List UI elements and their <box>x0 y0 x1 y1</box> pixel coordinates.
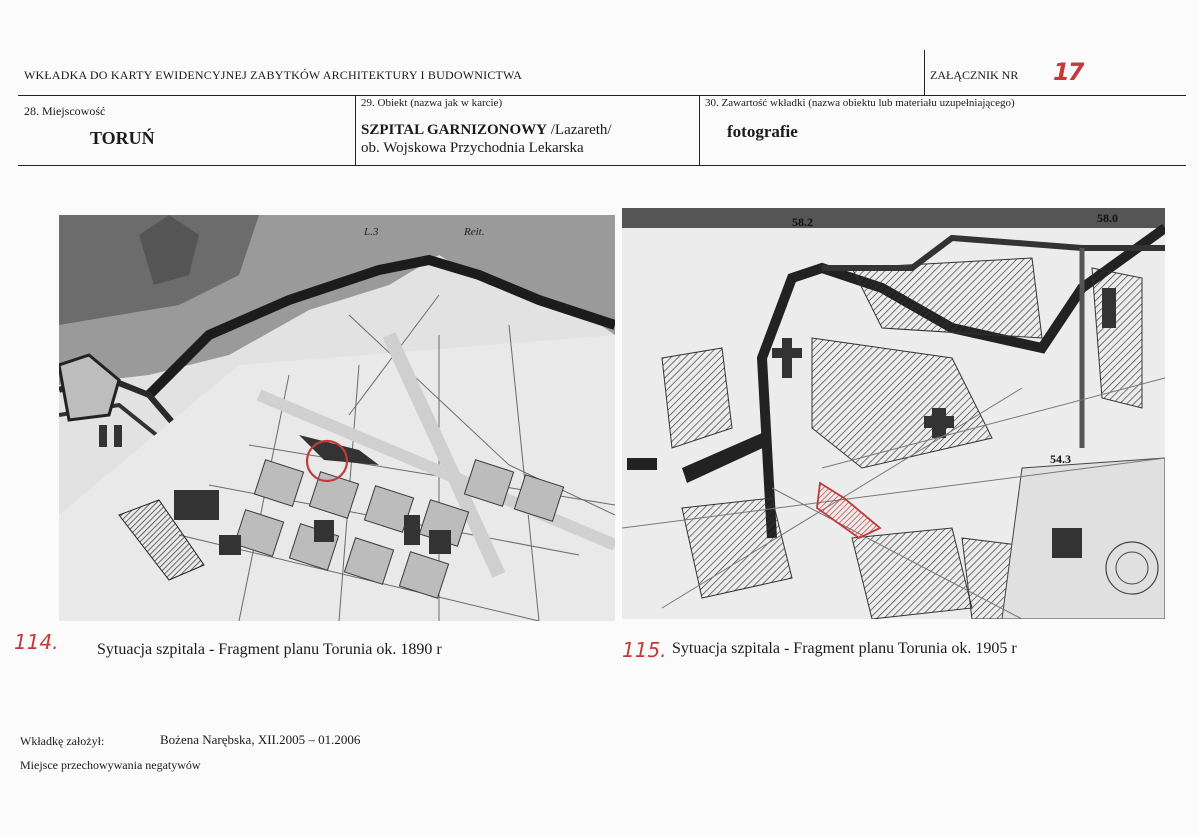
map-1905-label-580: 58.0 <box>1097 211 1118 225</box>
map-1890-label-reit: Reit. <box>464 226 485 238</box>
content-label: 30. Zawartość wkładki (nazwa obiektu lub materiału uzupełniającego) <box>705 97 1015 109</box>
photo-number-114: 114. <box>14 630 59 654</box>
object-name-bold: SZPITAL GARNIZONOWY <box>361 122 548 138</box>
attachment-number: 17 <box>1053 58 1083 86</box>
header-rule <box>18 95 1186 96</box>
photo-caption-115: Sytuacja szpitala - Fragment planu Torunia ok. 1905 r <box>672 640 1017 657</box>
map-1905-label-543: 54.3 <box>1050 452 1071 466</box>
photo-caption-114: Sytuacja szpitala - Fragment planu Torunia ok. 1890 r <box>97 641 442 658</box>
photo-number-115: 115. <box>622 638 667 662</box>
object-label: 29. Obiekt (nazwa jak w karcie) <box>361 97 503 109</box>
object-name <box>361 122 612 139</box>
fields-rule <box>18 165 1186 166</box>
object-current-use: ob. Wojskowa Przychodnia Lekarska <box>361 140 584 156</box>
header-divider <box>924 50 925 96</box>
content-value: fotografie <box>727 122 798 141</box>
author-label: Wkładkę założył: <box>20 734 105 748</box>
map-1890 <box>59 215 615 621</box>
field-divider-2 <box>699 95 700 165</box>
author-value: Bożena Narębska, XII.2005 – 01.2006 <box>160 732 361 747</box>
map-1890-label-l3: L.3 <box>364 226 379 238</box>
attachment-label: ZAŁĄCZNIK NR <box>930 68 1019 82</box>
locality-label: 28. Miejscowość <box>24 104 106 118</box>
object-name-rest: /Lazareth/ <box>547 122 612 138</box>
storage-label: Miejsce przechowywania negatywów <box>20 758 201 772</box>
locality-value: TORUŃ <box>90 128 155 148</box>
card-title: WKŁADKA DO KARTY EWIDENCYJNEJ ZABYTKÓW ARCHITEKTURY I BUDOWNICTWA <box>24 68 523 82</box>
map-1905 <box>622 208 1165 619</box>
map-1905-label-582: 58.2 <box>792 215 813 229</box>
field-divider-1 <box>355 95 356 165</box>
